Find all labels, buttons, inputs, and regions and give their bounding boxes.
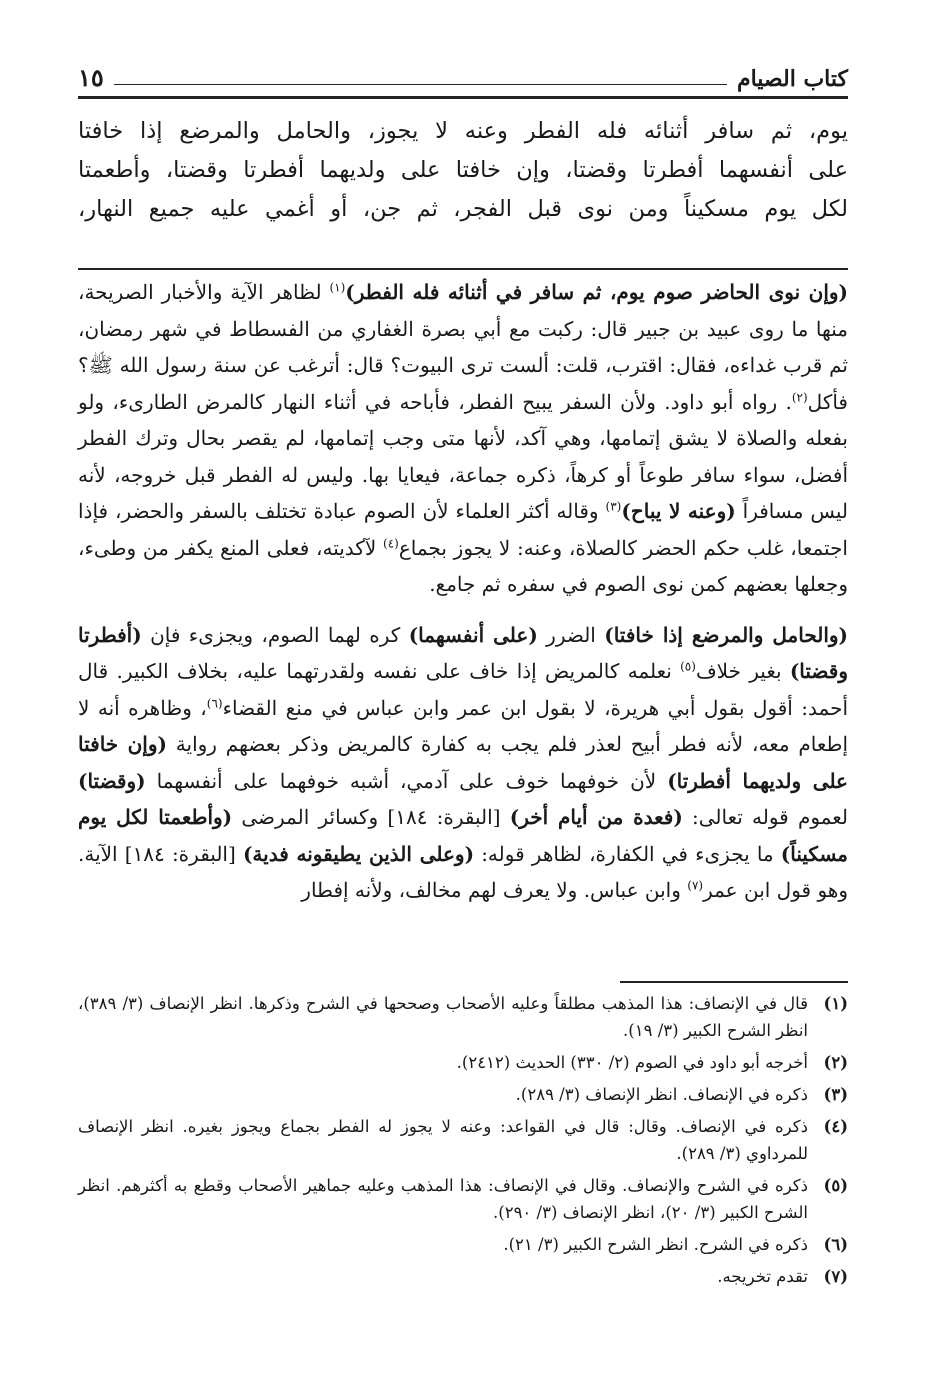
footnote-text: ذكره في الشرح والإنصاف. وقال في الإنصاف: هذا المذهب وعليه جماهير الأصحاب وقطع به أكثرهم. انظر الشرح الكبير (٣/ ٢٠)، انظر الإنصاف (٣/ ٢٩٠). bbox=[78, 1176, 808, 1222]
footnote bbox=[78, 1172, 848, 1226]
commentary-paragraph bbox=[78, 274, 848, 603]
footnote-separator-rule bbox=[620, 981, 848, 983]
footnote bbox=[78, 1263, 848, 1290]
page-number: ١٥ bbox=[78, 63, 104, 92]
footnote-number: (٣) bbox=[823, 1085, 848, 1104]
commentary-text: [البقرة: ١٨٤] الآية. وهو قول ابن عمر bbox=[78, 841, 848, 902]
quoted-matn: (وأطعمتا لكل يوم مسكيناً) bbox=[78, 805, 849, 866]
quoted-matn: (والحامل والمرضع إذا خافتا) bbox=[604, 622, 848, 647]
footnote bbox=[78, 1049, 848, 1076]
commentary-text: لأن خوفهما خوف على آدمي، أشبه خوفهما على أنفسهما bbox=[145, 768, 668, 793]
footnote-number: (٧) bbox=[823, 1267, 848, 1286]
footnote-text: ذكره في الإنصاف. وقال: قال في القواعد: وعنه لا يجوز له الفطر بجماع ويجوز بغيره. انظر الإنصاف للمرداوي (٣/ ٢٨٩). bbox=[78, 1117, 808, 1163]
footnote-number: (٦) bbox=[823, 1235, 848, 1254]
matn-line: على أنفسهما أفطرتا وقضتا، وإن خافتا على ولديهما أفطرتا وقضتا، وأطعمتا bbox=[78, 157, 848, 183]
commentary-text: [البقرة: ١٨٤] وكسائر المرضى bbox=[232, 805, 510, 829]
footnote-text: ذكره في الإنصاف. انظر الإنصاف (٣/ ٢٨٩). bbox=[515, 1085, 808, 1104]
footnote-number: (١) bbox=[823, 994, 848, 1013]
footnote-text: ذكره في الشرح. انظر الشرح الكبير (٣/ ٢١). bbox=[503, 1235, 808, 1254]
footnote bbox=[78, 990, 848, 1044]
footnotes bbox=[78, 990, 848, 1295]
footnote-number: (٢) bbox=[823, 1053, 848, 1072]
footnote-ref[interactable]: (٤) bbox=[383, 535, 399, 550]
quoted-matn: (وقضتا) bbox=[78, 768, 146, 793]
header-dash-line bbox=[114, 84, 727, 86]
commentary-text: ، وظاهره أنه لا إطعام معه، لأنه فطر أبيح لعذر فلم يجب به كفارة كالمريض وذكر بعضهم رواية bbox=[78, 695, 848, 756]
commentary-paragraph bbox=[78, 617, 848, 909]
matn-line: لكل يوم مسكيناً ومن نوى قبل الفجر، ثم جن، أو أغمي عليه جميع النهار، bbox=[78, 196, 848, 222]
footnote bbox=[78, 1231, 848, 1258]
commentary-text: الضرر bbox=[537, 622, 605, 647]
commentary bbox=[78, 270, 848, 923]
commentary-text: بغير خلاف bbox=[695, 659, 790, 683]
commentary-text: وابن عباس. ولا يعرف لهم مخالف، ولأنه إفطار bbox=[301, 878, 688, 902]
quoted-matn: (فعدة من أيام أخر) bbox=[509, 805, 683, 829]
quoted-matn: (على أنفسهما) bbox=[408, 622, 538, 647]
commentary-text: لآكديته، فعلى المنع يكفر من وطىء، وجعلها بعضهم كمن نوى الصوم في سفره ثم جامع. bbox=[78, 535, 848, 596]
footnote bbox=[78, 1081, 848, 1108]
quoted-matn: (وإن خافتا على ولديهما أفطرتا) bbox=[78, 732, 848, 793]
commentary-text: . رواه أبو داود. ولأن السفر يبيح الفطر، فأباحه في أثناء النهار كالمرض الطارىء، ولو بفعله والصلاة لا يشق إتمامها، وهي آكد، لأنها متى وجب إتمامها، لم يقصر بحال وترك الفطر أفضل، سواء سافر طوعاً أو كرهاً، ذكره جماعة، فيعايا بها. وليس له الفطر قبل خروجه، لأنه ليس مسافراً bbox=[78, 389, 848, 523]
footnote-number: (٤) bbox=[823, 1117, 848, 1136]
footnote-ref[interactable]: (١) bbox=[329, 280, 346, 295]
quoted-matn: (وإن نوى الحاضر صوم يوم، ثم سافر في أثنائه فله الفطر) bbox=[345, 280, 849, 304]
commentary-text: ما يجزىء في الكفارة، لظاهر قوله: bbox=[474, 841, 781, 866]
footnote-ref[interactable]: (٣) bbox=[605, 499, 622, 514]
commentary-text: وقاله أكثر العلماء لأن الصوم عبادة تختلف بالسفر والحضر، فإذا اجتمعا، غلب حكم الحضر كالصلاة، وعنه: لا يجوز بجماع bbox=[78, 499, 848, 560]
commentary-text: نعلمه كالمريض إذا خاف على نفسه ولقدرتهما عليه، بخلاف الكبير. قال أحمد: أقول بقول أبي هريرة، لا بقول ابن عمر وابن عباس في منع القضاء bbox=[78, 659, 848, 720]
running-header bbox=[78, 52, 848, 92]
commentary-text: لعموم قوله تعالى: bbox=[682, 805, 848, 829]
quoted-matn: (وعلى الذين يطيقونه فدية) bbox=[242, 841, 475, 866]
footnote-number: (٥) bbox=[823, 1176, 848, 1195]
matn-line: يوم، ثم سافر أثنائه فله الفطر وعنه لا يجوز، والحامل والمرضع إذا خافتا bbox=[78, 118, 848, 144]
commentary-text: لظاهر الآية والأخبار الصريحة، منها ما روى عبيد بن جبير قال: ركبت مع أبي بصرة الغفاري من الفسطاط في شهر رمضان، ثم قرب غداءه، فقال: اقترب، قلت: ألست ترى البيوت؟ قال: أترغب عن سنة رسول الله ﷺ؟ فأكل bbox=[78, 280, 848, 414]
footnote-text: أخرجه أبو داود في الصوم (٢/ ٣٣٠) الحديث (٢٤١٢). bbox=[456, 1053, 808, 1072]
footnote-text: قال في الإنصاف: هذا المذهب مطلقاً وعليه الأصحاب وصححها في الشرح وذكرها. انظر الإنصاف (٣/ ٣٨٩)، انظر الشرح الكبير (٣/ ١٩). bbox=[78, 994, 808, 1040]
quoted-matn: (أفطرتا وقضتا) bbox=[78, 622, 848, 683]
footnote-ref[interactable]: (٦) bbox=[206, 695, 223, 710]
quoted-matn: (وعنه لا يباح) bbox=[621, 499, 736, 523]
book-title: كتاب الصيام bbox=[736, 66, 848, 92]
matn-text bbox=[78, 112, 848, 229]
footnote-ref[interactable]: (٧) bbox=[687, 878, 704, 893]
footnote-text: تقدم تخريجه. bbox=[717, 1267, 808, 1286]
footnote-ref[interactable]: (٥) bbox=[680, 659, 696, 674]
commentary-text: كره لهما الصوم، ويجزىء فإن bbox=[141, 622, 409, 647]
footnote-ref[interactable]: (٢) bbox=[791, 389, 808, 404]
footnote bbox=[78, 1113, 848, 1167]
header-rule bbox=[78, 96, 848, 99]
